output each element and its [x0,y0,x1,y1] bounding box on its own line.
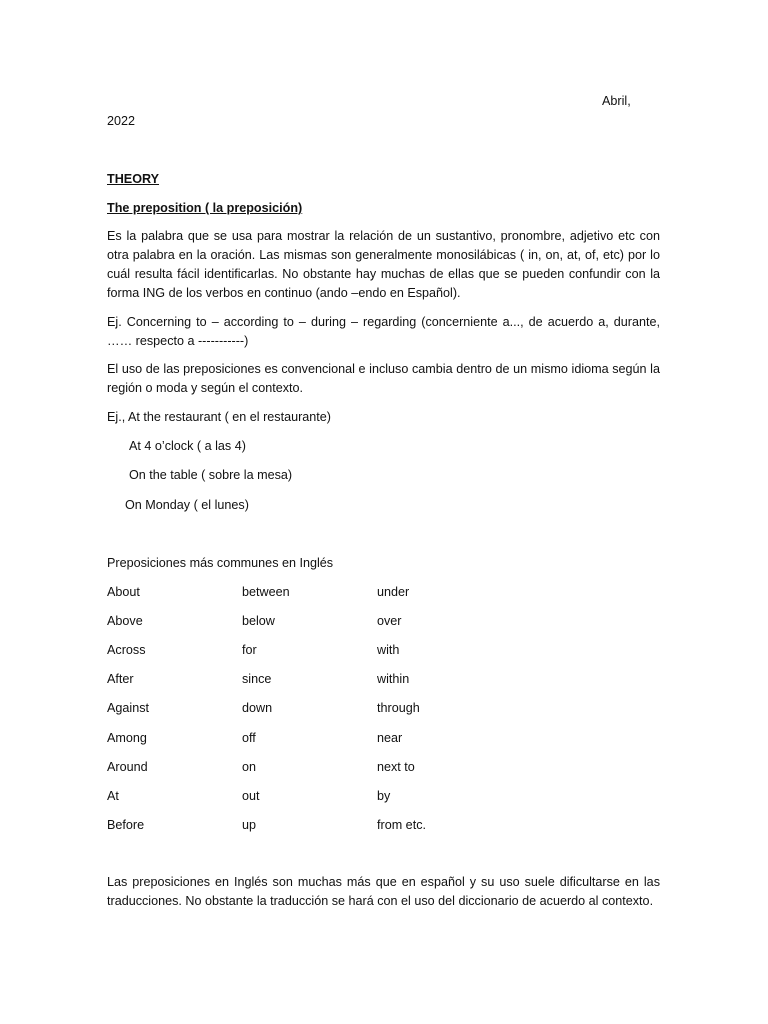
list-item: for [242,643,257,657]
list-item: After [107,672,134,686]
final-paragraph: Las preposiciones en Inglés son muchas más que en español y su uso suele dificultarse en las traducciones. No obstante la traducción se hará con el uso del diccionario de acuerdo al contexto. [107,875,660,908]
list-item: off [242,731,256,745]
list-item: by [377,789,391,803]
example-line: On the table ( sobre la mesa) [129,468,293,482]
example-line: Ej., At the restaurant ( en el restaurante) [107,410,332,424]
list-item: Across [107,643,146,657]
list-item: within [377,672,410,686]
list-item: Against [107,701,150,715]
list-item: Around [107,760,148,774]
list-item: under [377,585,410,599]
list-item: About [107,585,140,599]
list-item: over [377,614,402,628]
prepositions-list-title: Preposiciones más communes en Inglés [107,556,334,570]
list-item: Above [107,614,143,628]
list-item: Among [107,731,147,745]
theory-heading: THEORY [107,172,160,186]
list-item: below [242,614,275,628]
list-item: Before [107,818,145,832]
example-line: On Monday ( el lunes) [125,498,249,512]
list-item: on [242,760,257,774]
usage-paragraph: El uso de las preposiciones es convencional e incluso cambia dentro de un mismo idioma según la región o moda y según el contexto. [107,362,660,395]
date-year: 2022 [107,114,136,128]
list-item: up [242,818,257,832]
list-item: between [242,585,290,599]
list-item: with [377,643,400,657]
definition-paragraph: Es la palabra que se usa para mostrar la relación de un sustantivo, pronombre, adjetivo etc con otra palabra en la oración. Las mismas son generalmente monosilábicas ( in, on, at, of, etc) por lo cuál resulta fácil identificarlas. No obstante hay muchas de ellas que se pueden confundir con la forma ING de los verbos en continuo (ando –endo en Español). [107,229,660,300]
date-month: Abril, [602,94,631,108]
list-item: At [107,789,119,803]
list-item: from etc. [377,818,426,832]
list-item: next to [377,760,415,774]
list-item: out [242,789,260,803]
list-item: through [377,701,420,715]
preposition-heading: The preposition ( la preposición) [107,201,303,215]
list-item: down [242,701,273,715]
list-item: since [242,672,272,686]
example-words-paragraph: Ej. Concerning to – according to – during – regarding (concerniente a..., de acuerdo a, durante, …… respecto a -----------) [107,315,660,348]
list-item: near [377,731,403,745]
example-line: At 4 o’clock ( a las 4) [129,439,246,453]
